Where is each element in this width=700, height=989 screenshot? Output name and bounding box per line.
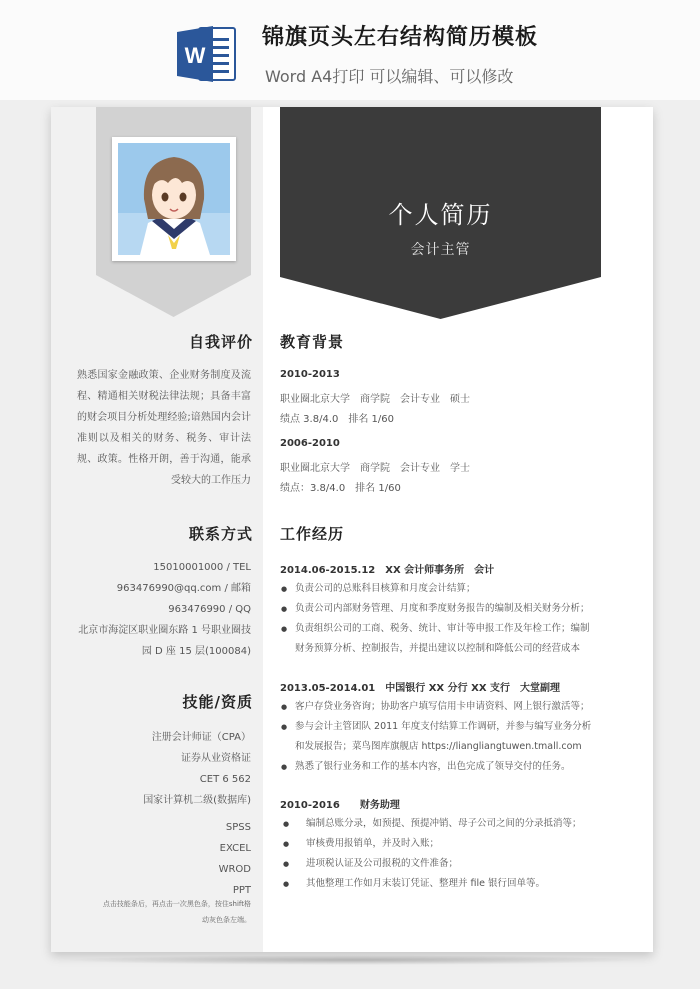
skill-item: 国家计算机二级(数据库): [143, 795, 251, 806]
skills-heading: 技能/资质: [182, 693, 253, 711]
duty-item: ● 负责公司的总账科目核算和月度会计结算；: [280, 579, 610, 599]
duty-item: ● 客户存贷业务咨询；协助客户填写信用卡申请资料、网上银行激活等；: [280, 697, 610, 717]
skill-item: CET 6 562: [199, 774, 251, 785]
contact-heading: 联系方式: [188, 525, 253, 543]
skills-list: [67, 727, 251, 901]
contact-phone: 15010001000 / TEL: [153, 562, 251, 573]
skills-note-line: 点击技能条后，再点击一次黑色条，按住shift格: [102, 900, 251, 908]
edu-score: 绩点 3.8/4.0 排名 1/60: [280, 414, 394, 425]
self-eval-heading: 自我评价: [188, 333, 253, 351]
word-document-icon: [175, 22, 239, 86]
work-heading: 工作经历: [280, 525, 345, 543]
self-eval-text: 熟悉国家金融政策、企业财务制度及流程、精通相关财税法律法规；具备丰富的财会项目分析处理经验;谙熟国内会计准则以及相关的财务、税务、审计法规、政策。性格开朗，善于沟通，能承受较大的工作压力: [77, 370, 251, 486]
avatar[interactable]: [118, 143, 230, 255]
skill-item: WROD: [218, 864, 251, 875]
job-duties: [280, 579, 610, 659]
avatar-frame: [112, 137, 236, 261]
duty-item: ● 其他整理工作如月末装订凭证、整理并 file 银行回单等。: [280, 874, 610, 894]
duty-continuation[interactable]: 和发展报告；菜鸟图库旗舰店 https://liangliangtuwen.tmall.com: [295, 741, 582, 752]
job-position: 会计主管: [410, 242, 471, 258]
page-shadow: [58, 955, 646, 965]
skill-item: 注册会计师证（CPA）: [151, 732, 251, 743]
edu-school: 职业圈北京大学 商学院 会计专业 学士: [280, 463, 470, 474]
job-title: 2014.06-2015.12 XX 会计师事务所 会计: [280, 565, 495, 576]
contact-address-line1: 北京市海淀区职业圈东路 1 号职业圈技: [78, 625, 251, 636]
contact-email: 963476990@qq.com / 邮箱: [116, 583, 251, 594]
skill-item: 证券从业资格证: [181, 753, 251, 764]
template-banner: [0, 0, 700, 100]
resume-title: 个人简历: [388, 201, 493, 229]
duty-item: ● 参与会计主管团队 2011 年度支付结算工作调研，并参与编写业务分析: [280, 717, 610, 737]
contact-list: [67, 557, 251, 662]
job-duties: [280, 697, 610, 777]
duty-continuation: 财务预算分析、控制报告，并提出建议以控制和降低公司的经营成本: [295, 643, 581, 654]
skill-item: SPSS: [225, 822, 251, 833]
skill-item: PPT: [232, 885, 251, 896]
word-icon-letter: W: [184, 43, 206, 68]
resume-page: [51, 107, 653, 952]
skills-note: [71, 896, 251, 928]
skill-item: EXCEL: [219, 843, 251, 854]
duty-item: ● 负责组织公司的工商、税务、统计、审计等申报工作及年检工作；编制: [280, 619, 610, 639]
duty-item: ● 编制总账分录，如预提、预提冲销、母子公司之间的分录抵消等；: [280, 814, 610, 834]
duty-item: ● 熟悉了银行业务和工作的基本内容，出色完成了领导交付的任务。: [280, 757, 610, 777]
duty-item: ● 负责公司内部财务管理、月度和季度财务报告的编制及相关财务分析；: [280, 599, 610, 619]
template-title: 锦旗页头左右结构简历模板: [262, 25, 539, 50]
contact-address-line2: 园 D 座 15 层(100084): [141, 646, 251, 657]
job-title: 2013.05-2014.01 中国银行 XX 分行 XX 支行 大堂副理: [280, 683, 561, 694]
job-duties: [280, 814, 610, 894]
duty-item: ● 审核费用报销单，并及时入账；: [280, 834, 610, 854]
job-title: 2010-2016 财务助理: [280, 800, 400, 811]
skills-note-line: 动灰色条左端。: [202, 916, 251, 924]
contact-qq: 963476990 / QQ: [168, 604, 251, 615]
education-heading: 教育背景: [280, 333, 345, 351]
edu-school: 职业圈北京大学 商学院 会计专业 硕士: [280, 394, 470, 405]
template-subtitle: Word A4打印 可以编辑、可以修改: [265, 67, 514, 86]
edu-date: 2010-2013: [280, 369, 340, 380]
edu-score: 绩点：3.8/4.0 排名 1/60: [280, 483, 401, 494]
edu-date: 2006-2010: [280, 438, 340, 449]
duty-item: ● 进项税认证及公司报税的文件准备；: [280, 854, 610, 874]
